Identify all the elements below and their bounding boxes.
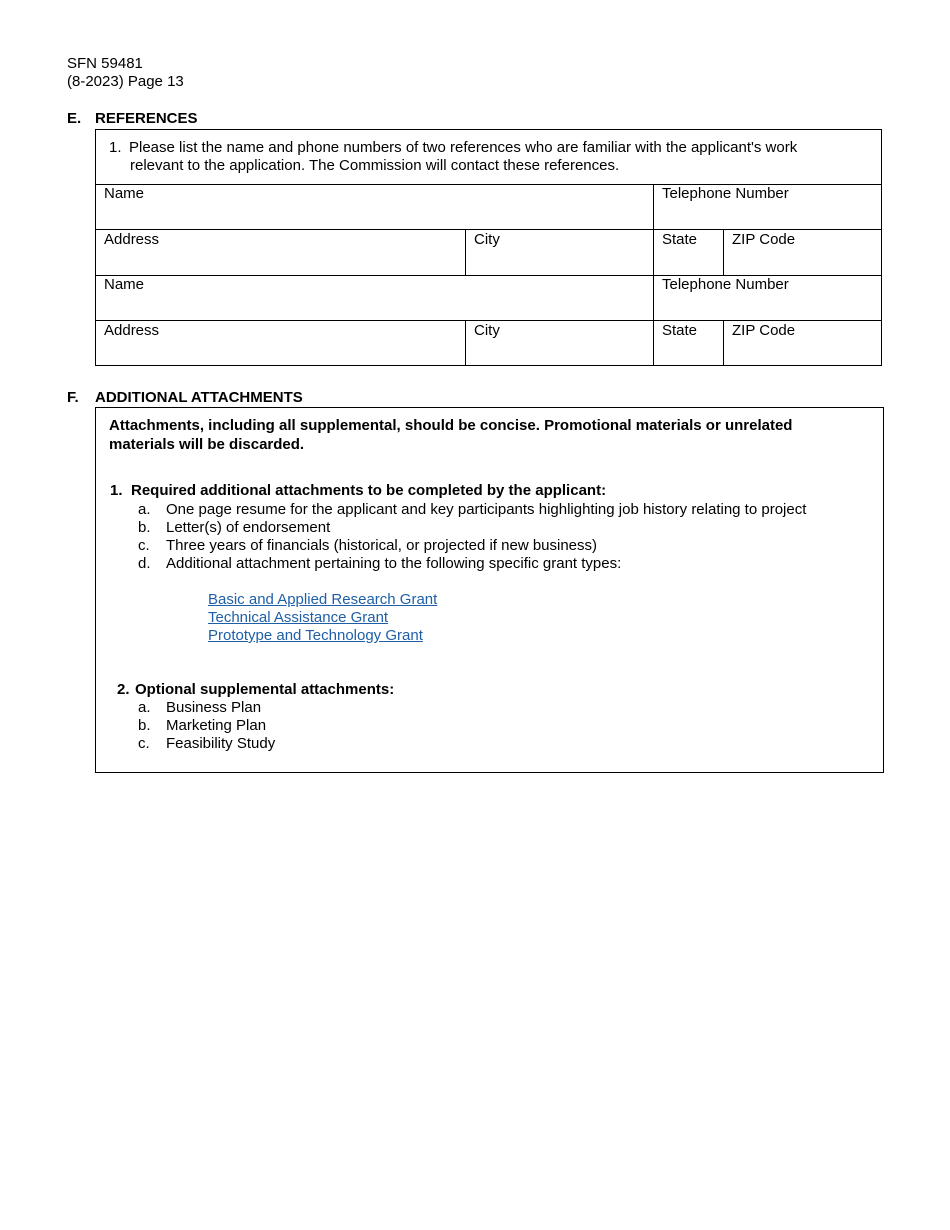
required-heading: Required additional attachments to be completed by the applicant: [131,482,607,499]
required-item-a: One page resume for the applicant and key participants highlighting job history relating to project [166,501,807,518]
optional-item-a: Business Plan [166,699,262,716]
optional-heading: Optional supplemental attachments: [135,681,395,698]
reference-1-name-field[interactable]: Name [104,185,145,202]
required-item-b-marker: b. [138,519,151,536]
section-f-title: ADDITIONAL ATTACHMENTS [95,389,303,406]
optional-item-c: Feasibility Study [166,735,276,752]
link-prototype-technology-grant[interactable]: Prototype and Technology Grant [208,627,423,644]
required-item-c: Three years of financials (historical, or projected if new business) [166,537,598,554]
link-basic-applied-research-grant[interactable]: Basic and Applied Research Grant [208,591,438,608]
optional-number: 2. [117,681,130,698]
reference-2-city-field[interactable]: City [474,322,500,339]
link-technical-assistance-grant[interactable]: Technical Assistance Grant [208,609,389,626]
attachments-notice-line-1: Attachments, including all supplemental, should be concise. Promotional materials or unrelated [109,417,793,434]
attachments-notice-line-2: materials will be discarded. [109,436,305,453]
reference-1-state-field[interactable]: State [662,231,698,248]
section-f-letter: F. [67,389,79,406]
instruction-line-2: relevant to the application. The Commission will contact these references. [130,157,620,174]
reference-2-state-field[interactable]: State [662,322,698,339]
form-number: SFN 59481 [67,55,143,72]
attachments-box [95,407,884,773]
reference-2-telephone-field[interactable]: Telephone Number [662,276,789,293]
reference-1-address-field[interactable]: Address [104,231,160,248]
revision-page: (8-2023) Page 13 [67,73,184,90]
required-item-c-marker: c. [138,537,150,554]
instruction-line-1: Please list the name and phone numbers of two references who are familiar with the applicant's work [129,139,798,156]
reference-2-zip-field[interactable]: ZIP Code [732,322,796,339]
required-number: 1. [110,482,123,499]
required-item-b: Letter(s) of endorsement [166,519,331,536]
reference-1-zip-field[interactable]: ZIP Code [732,231,796,248]
optional-item-b: Marketing Plan [166,717,267,734]
required-item-d-marker: d. [138,555,151,572]
required-item-a-marker: a. [138,501,151,518]
section-e-letter: E. [67,110,82,127]
reference-2-address-field[interactable]: Address [104,322,160,339]
required-item-d: Additional attachment pertaining to the following specific grant types: [166,555,622,572]
reference-2-name-field[interactable]: Name [104,276,145,293]
reference-1-telephone-field[interactable]: Telephone Number [662,185,789,202]
reference-1-city-field[interactable]: City [474,231,500,248]
optional-item-c-marker: c. [138,735,150,752]
section-e-title: REFERENCES [95,110,198,127]
optional-item-a-marker: a. [138,699,151,716]
optional-item-b-marker: b. [138,717,151,734]
instruction-number: 1. [109,139,122,156]
references-table [95,129,882,366]
